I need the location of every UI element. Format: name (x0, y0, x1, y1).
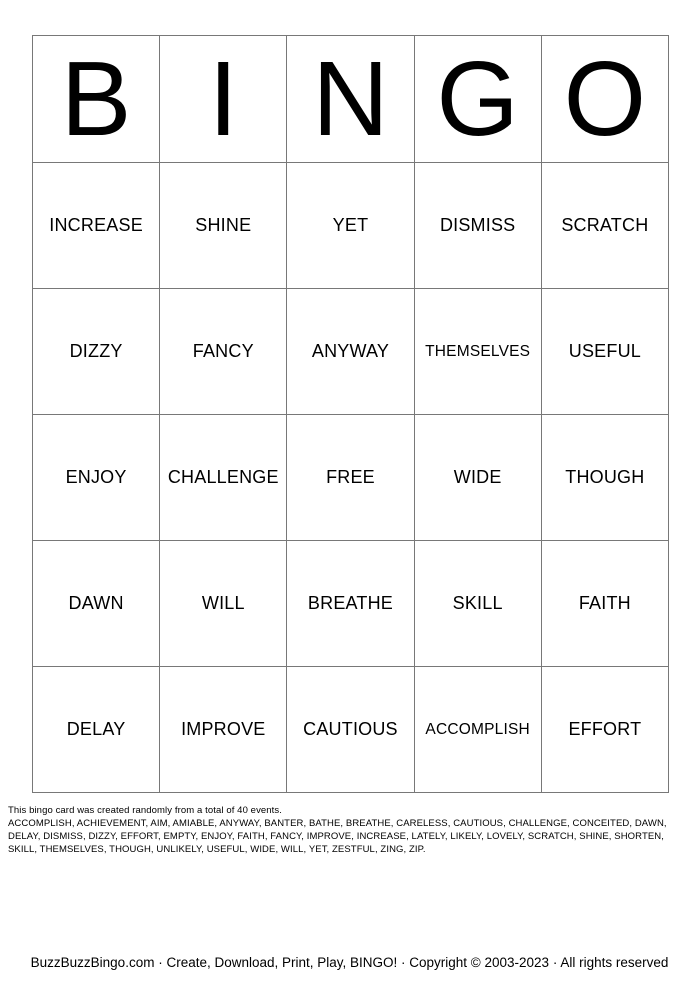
bingo-cell-r2c3[interactable]: ANYWAY (287, 289, 414, 415)
card-info (8, 804, 696, 856)
bingo-cell-r4c2[interactable]: WILL (160, 541, 287, 667)
bingo-cell-r1c2[interactable]: SHINE (160, 163, 287, 289)
bingo-cell-r1c1[interactable]: INCREASE (33, 163, 160, 289)
bingo-cell-r2c5[interactable]: USEFUL (541, 289, 668, 415)
bingo-row-5 (33, 667, 669, 793)
bingo-cell-r4c1[interactable]: DAWN (33, 541, 160, 667)
site-credit-line: BuzzBuzzBingo.com · Create, Download, Print, Play, BINGO! · Copyright © 2003-2023 · All rights reserved (30, 955, 669, 970)
bingo-row-3 (33, 415, 669, 541)
bingo-cell-r1c5[interactable]: SCRATCH (541, 163, 668, 289)
bingo-cell-r1c4[interactable]: DISMISS (414, 163, 541, 289)
bingo-row-2 (33, 289, 669, 415)
bingo-cell-r5c2[interactable]: IMPROVE (160, 667, 287, 793)
events-list-line: ACCOMPLISH, ACHIEVEMENT, AIM, AMIABLE, ANYWAY, BANTER, BATHE, BREATHE, CARELESS, CAUTIOUS, CHALLENGE, CONCEITED, DAWN, (8, 818, 667, 829)
bingo-header-letter-b: B (33, 36, 160, 163)
bingo-header-letter-i: I (160, 36, 287, 163)
events-list (8, 817, 696, 856)
bingo-row-4 (33, 541, 669, 667)
bingo-row-1 (33, 163, 669, 289)
bingo-cell-r2c1[interactable]: DIZZY (33, 289, 160, 415)
bingo-cell-r4c4[interactable]: SKILL (414, 541, 541, 667)
bingo-cell-r3c2[interactable]: CHALLENGE (160, 415, 287, 541)
bingo-cell-r4c5[interactable]: FAITH (541, 541, 668, 667)
bingo-header-letter-n: N (287, 36, 414, 163)
card-creation-note: This bingo card was created randomly from a total of 40 events. (8, 805, 283, 816)
bingo-cell-r2c2[interactable]: FANCY (160, 289, 287, 415)
bingo-cell-r3c1[interactable]: ENJOY (33, 415, 160, 541)
bingo-cell-r5c1[interactable]: DELAY (33, 667, 160, 793)
bingo-cell-r3c3[interactable]: FREE (287, 415, 414, 541)
events-list-line: DELAY, DISMISS, DIZZY, EFFORT, EMPTY, ENJOY, FAITH, FANCY, IMPROVE, INCREASE, LATELY, LIKELY, LOVELY, SCRATCH, SHINE, SHORTEN, (8, 831, 664, 842)
bingo-cell-r5c5[interactable]: EFFORT (541, 667, 668, 793)
bingo-cell-r5c4[interactable]: ACCOMPLISH (414, 667, 541, 793)
bingo-cell-r2c4[interactable]: THEMSELVES (414, 289, 541, 415)
bingo-header-row (33, 36, 669, 163)
bingo-cell-r1c3[interactable]: YET (287, 163, 414, 289)
bingo-card-table (32, 35, 669, 793)
bingo-header-letter-o: O (541, 36, 668, 163)
bingo-cell-r3c5[interactable]: THOUGH (541, 415, 668, 541)
bingo-header-letter-g: G (414, 36, 541, 163)
events-list-line: SKILL, THEMSELVES, THOUGH, UNLIKELY, USEFUL, WIDE, WILL, YET, ZESTFUL, ZING, ZIP. (8, 844, 426, 855)
bingo-cell-r4c3[interactable]: BREATHE (287, 541, 414, 667)
bingo-cell-r5c3[interactable]: CAUTIOUS (287, 667, 414, 793)
bingo-cell-r3c4[interactable]: WIDE (414, 415, 541, 541)
